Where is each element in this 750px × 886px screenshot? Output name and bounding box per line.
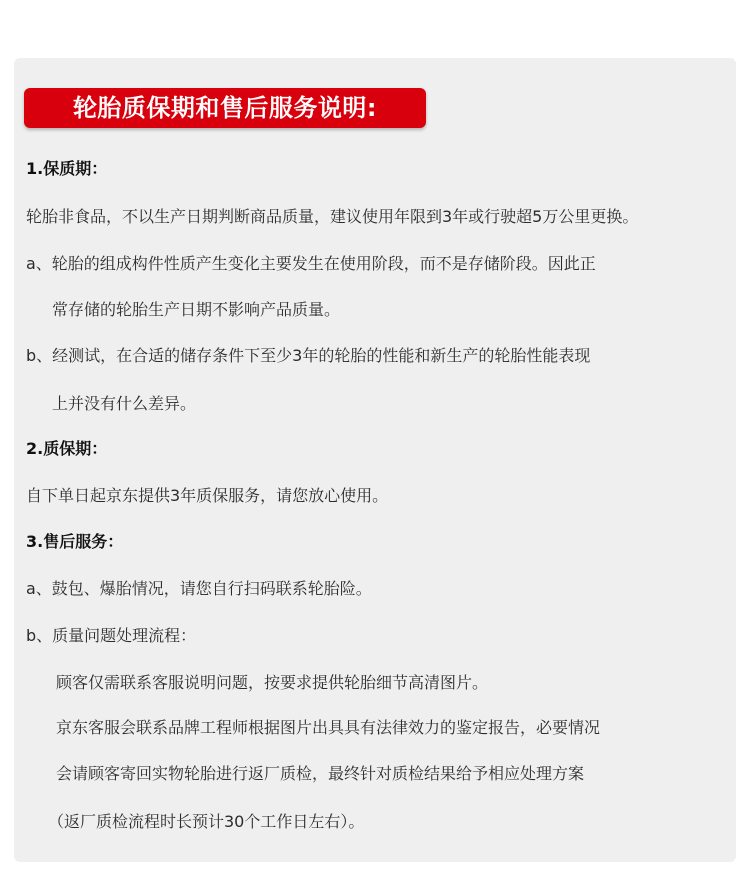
paragraph-line: 上并没有什么差异。	[52, 394, 197, 413]
paragraph-line: a、轮胎的组成构件性质产生变化主要发生在使用阶段，而不是存储阶段。因此正	[26, 254, 596, 273]
paragraph-line: 轮胎非食品，不以生产日期判断商品质量，建议使用年限到3年或行驶超5万公里更换。	[26, 207, 639, 226]
paragraph-line: 常存储的轮胎生产日期不影响产品质量。	[52, 300, 341, 319]
section-heading-warranty-period: 1.保质期：	[26, 159, 108, 178]
paragraph-line: b、经测试，在合适的储存条件下至少3年的轮胎的性能和新生产的轮胎性能表现	[26, 346, 591, 365]
paragraph-line: 会请顾客寄回实物轮胎进行返厂质检，最终针对质检结果给予相应处理方案	[56, 764, 585, 783]
paragraph-line: a、鼓包、爆胎情况，请您自行扫码联系轮胎险。	[26, 579, 372, 598]
page-title-banner: 轮胎质保期和售后服务说明:	[24, 88, 426, 128]
section-heading-quality-guarantee: 2.质保期：	[26, 439, 108, 458]
section-heading-after-sales: 3.售后服务：	[26, 532, 124, 551]
paragraph-line: （返厂质检流程时长预计30个工作日左右）。	[48, 812, 365, 831]
paragraph-line: 自下单日起京东提供3年质保服务，请您放心使用。	[26, 486, 389, 505]
content-card	[14, 58, 736, 862]
paragraph-line: 京东客服会联系品牌工程师根据图片出具具有法律效力的鉴定报告，必要情况	[56, 718, 601, 737]
paragraph-line: b、质量问题处理流程：	[26, 626, 197, 645]
paragraph-line: 顾客仅需联系客服说明问题，按要求提供轮胎细节高清图片。	[56, 673, 489, 692]
